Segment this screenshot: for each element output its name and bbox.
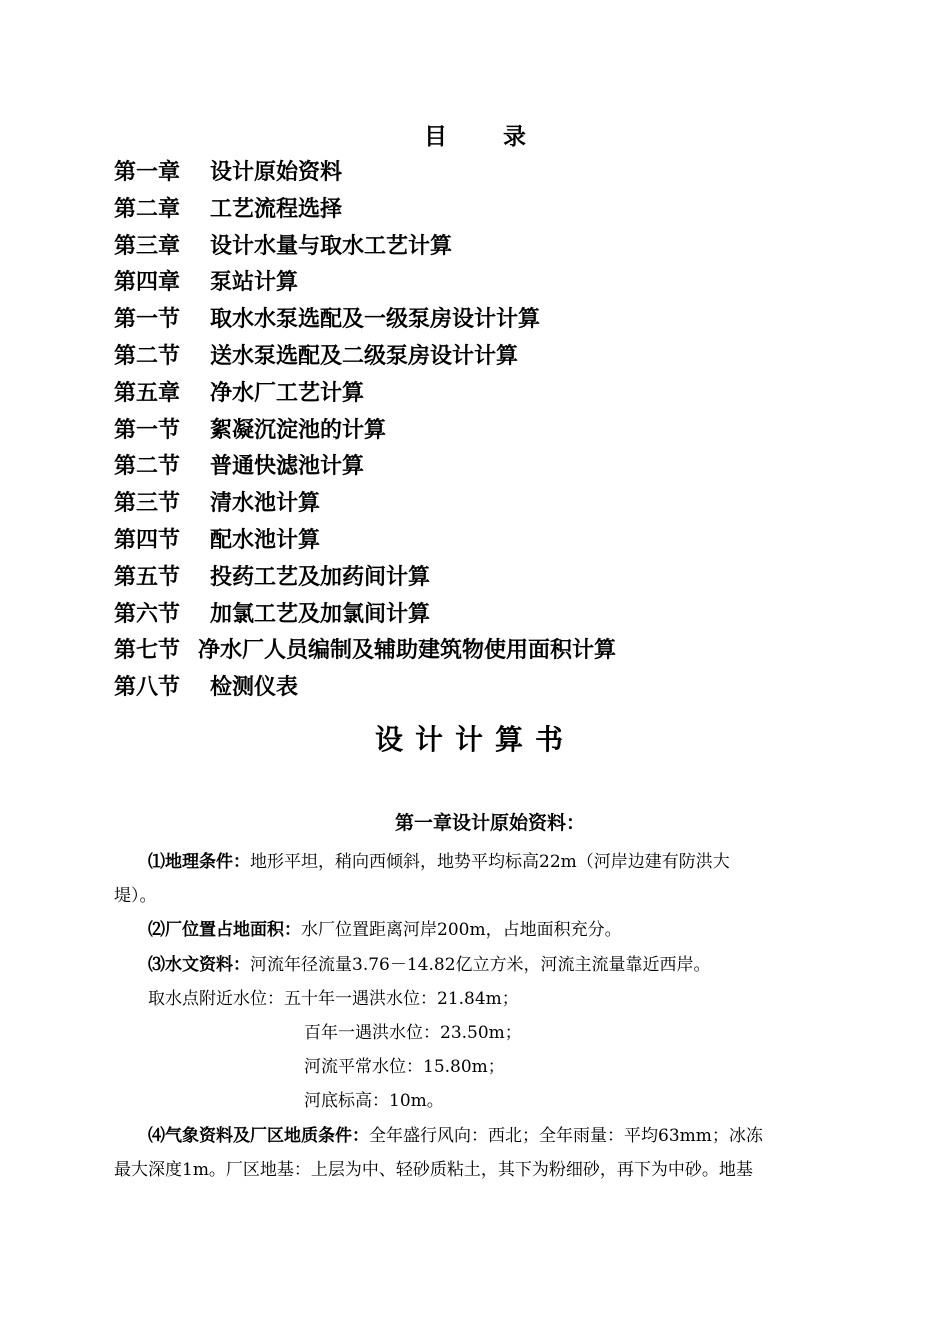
toc-entry-text: 送水泵选配及二级泵房设计计算 bbox=[210, 343, 519, 369]
toc-entry-text: 加氯工艺及加氯间计算 bbox=[210, 601, 431, 627]
climate-label: ⑷气象资料及厂区地质条件： bbox=[148, 1125, 369, 1146]
toc-entry-text: 检测仪表 bbox=[210, 675, 299, 701]
paragraph-climate-cont: 最大深度1m。厂区地基：上层为中、轻砂质粘土，其下为粉细砂，再下为中砂。地基 bbox=[114, 1159, 753, 1180]
toc-entry-text: 设计水量与取水工艺计算 bbox=[210, 233, 453, 259]
toc-entry[interactable] bbox=[114, 376, 874, 413]
toc-entry-text: 净水厂工艺计算 bbox=[210, 380, 365, 406]
water-level-line bbox=[114, 982, 834, 1016]
toc-entry-number: 第二章 bbox=[114, 196, 181, 222]
toc-entry[interactable] bbox=[114, 192, 874, 229]
toc-entry-text: 普通快滤池计算 bbox=[210, 454, 365, 480]
toc-entry[interactable] bbox=[114, 229, 874, 266]
toc-entry-text: 配水池计算 bbox=[210, 527, 321, 553]
chapter-title: 第一章设计原始资料： bbox=[394, 812, 585, 834]
toc-entry-number: 第一章 bbox=[114, 160, 181, 185]
site-text: 水厂位置距离河岸200m，占地面积充分。 bbox=[301, 920, 622, 941]
level-100-year: 百年一遇洪水位：23.50m； bbox=[304, 1022, 522, 1043]
toc-entry[interactable] bbox=[114, 486, 874, 523]
toc-entry[interactable] bbox=[114, 523, 874, 560]
paragraph-geography-cont: 堤）。 bbox=[114, 886, 157, 907]
site-label: ⑵厂位置占地面积： bbox=[148, 920, 301, 941]
toc-entry[interactable] bbox=[114, 413, 874, 450]
toc-entry-text: 清水池计算 bbox=[210, 491, 321, 517]
toc-entry[interactable] bbox=[114, 339, 874, 376]
toc-entry-number: 第六节 bbox=[114, 601, 181, 627]
toc-entry-text: 设计原始资料 bbox=[210, 160, 343, 185]
paragraph-geography bbox=[114, 845, 834, 879]
toc-entry-number: 第一节 bbox=[114, 417, 181, 443]
toc-entry-number: 第五节 bbox=[114, 564, 181, 590]
hydrology-text: 河流年径流量3.76－14.82亿立方米，河流主流量靠近西岸。 bbox=[250, 954, 711, 975]
toc-entry-number: 第四章 bbox=[114, 270, 181, 296]
toc-entry-number: 第二节 bbox=[114, 454, 181, 480]
toc-entry-text: 工艺流程选择 bbox=[210, 196, 343, 222]
toc-entry-number: 第五章 bbox=[114, 380, 181, 406]
level-normal: 河流平常水位：15.80m； bbox=[304, 1057, 505, 1078]
toc-entry-number: 第四节 bbox=[114, 527, 181, 553]
hydrology-label: ⑶水文资料： bbox=[148, 954, 250, 975]
toc-entry-number: 第七节 bbox=[114, 638, 181, 664]
level-50-year: 五十年一遇洪水位：21.84m； bbox=[284, 988, 519, 1009]
geography-text: 地形平坦，稍向西倾斜，地势平均标高22m（河岸边建有防洪大 bbox=[250, 852, 730, 872]
toc-title-left: 目 bbox=[424, 124, 447, 150]
toc-entry[interactable] bbox=[114, 302, 874, 339]
toc-entry-number: 第三章 bbox=[114, 233, 181, 259]
toc-entry[interactable] bbox=[114, 633, 874, 670]
toc-entry-text: 取水水泵选配及一级泵房设计计算 bbox=[210, 307, 541, 333]
geography-label: ⑴地理条件： bbox=[148, 852, 250, 872]
toc-entry[interactable] bbox=[114, 670, 874, 707]
toc-entry[interactable] bbox=[114, 155, 874, 192]
toc-entry-number: 第二节 bbox=[114, 343, 181, 369]
paragraph-site bbox=[114, 913, 834, 947]
table-of-contents bbox=[114, 155, 874, 707]
toc-entry-number: 第三节 bbox=[114, 491, 181, 517]
toc-title bbox=[0, 118, 950, 151]
intake-label: 取水点附近水位： bbox=[148, 988, 284, 1009]
toc-title-right: 录 bbox=[503, 124, 526, 150]
paragraph-hydrology bbox=[114, 948, 834, 982]
toc-entry[interactable] bbox=[114, 449, 874, 486]
level-riverbed: 河底标高：10m。 bbox=[304, 1091, 444, 1112]
toc-entry-text: 泵站计算 bbox=[210, 270, 299, 296]
toc-entry-text: 投药工艺及加药间计算 bbox=[210, 564, 431, 590]
toc-entry[interactable] bbox=[114, 597, 874, 634]
climate-text: 全年盛行风向：西北；全年雨量：平均63mm；冰冻 bbox=[369, 1125, 763, 1146]
toc-entry-number: 第一节 bbox=[114, 307, 181, 333]
toc-entry[interactable] bbox=[114, 560, 874, 597]
chapter-body bbox=[114, 845, 834, 1187]
toc-entry-number: 第八节 bbox=[114, 675, 181, 701]
toc-entry[interactable] bbox=[114, 265, 874, 302]
paragraph-climate bbox=[114, 1119, 834, 1153]
toc-entry-text: 絮凝沉淀池的计算 bbox=[210, 417, 387, 443]
book-title: 设计计算书 bbox=[374, 723, 575, 756]
toc-entry-text: 净水厂人员编制及辅助建筑物使用面积计算 bbox=[198, 638, 617, 664]
